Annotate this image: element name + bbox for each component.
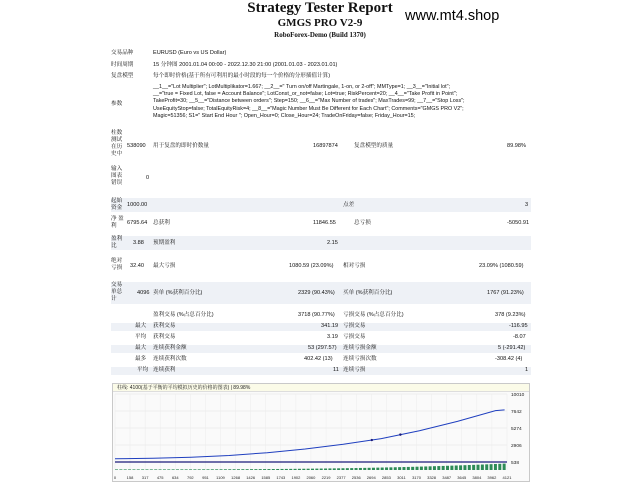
payoff-value: 2.15: [327, 240, 338, 246]
stats-row-bars: [111, 130, 531, 166]
netprofit-label: 净 盈利: [111, 216, 124, 229]
params-line: __1__="Lot Multiplier"; LotMultiplikator=1.667; __2__=" Turn on/off Martingale, 1-on, or 2-off"; MMType=1; __3__="Initial lot";: [153, 84, 451, 90]
volume-bar: [315, 469, 318, 470]
profittrades-label: 盈利交易 (%占总百分比): [153, 312, 214, 318]
params-line: Magic=51356; S1=" Start End Hour "; Open_Hour=0; Close_Hour=24; TradeOnFriday=false; Friday_Hour=15;: [153, 112, 416, 119]
bars-value: 538090: [127, 143, 146, 149]
volume-bar: [298, 469, 301, 470]
volume-bar: [128, 469, 131, 470]
volume-bar: [355, 468, 358, 470]
params-line: UseEquityStop=false; TotalEquityRisk=4; __8__="Magic Number Must Be Different for Each Chart"; Comments="GMGS PRO V2";: [153, 105, 464, 112]
reldd-value: 23.09% (1080.59): [479, 263, 524, 269]
chart-banner: 柱线: 4100(基于平衡的平均模拟历史的价格的图表) | 89.98%: [113, 384, 529, 392]
volume-bar: [163, 469, 166, 470]
volume-bar: [132, 469, 135, 470]
avg-profit-value: 3.19: [327, 334, 338, 340]
losstrades-value: 378 (9.23%): [495, 312, 526, 318]
bars-label: 柱数 测试 在历 史中: [111, 130, 123, 157]
volume-bar: [320, 469, 323, 470]
stats-row-most: [111, 356, 531, 364]
avg-consec-wins-value: 11: [333, 367, 339, 373]
x-tick-label: 3011: [397, 475, 406, 480]
losstrades-label: 亏损交易 (%占总百分比): [343, 312, 404, 318]
volume-bar: [402, 467, 405, 470]
x-tick-label: 3328: [427, 475, 437, 480]
volume-bar: [455, 465, 458, 470]
volume-bar: [302, 469, 305, 470]
volume-bar: [176, 469, 179, 470]
volume-bar: [437, 466, 440, 470]
consec-wins-label: 连续获利金额: [153, 345, 187, 351]
volume-bar: [433, 466, 436, 470]
volume-bar: [385, 467, 388, 470]
stats-row-trades: [111, 282, 531, 304]
params-line: __="true = Fixed Lot, false = Account Balance"; LotConst_or_not=false; Lot=true; RiskPercent=20; __4__="Take Profit in Point";: [153, 91, 458, 98]
volume-bar: [333, 468, 336, 470]
stats-row-largest: [111, 323, 531, 331]
volume-bar: [446, 466, 449, 470]
spread-label: 点差: [343, 202, 355, 208]
volume-bar: [193, 469, 196, 470]
x-tick-label: 1585: [261, 475, 271, 480]
expert-name: GMGS PRO V2-9: [277, 17, 363, 29]
volume-bar: [472, 465, 475, 470]
y-tick-label: 5274: [511, 427, 522, 432]
volume-bar: [341, 468, 344, 470]
x-tick-label: 3804: [472, 475, 482, 480]
max2-label: 最大: [135, 345, 147, 351]
volume-bar: [337, 468, 340, 470]
short-value: 2329 (90.43%): [298, 290, 335, 296]
ticks-label: 用于复盘的即时价数量: [153, 143, 209, 149]
volume-bar: [311, 469, 314, 470]
params-text: [153, 84, 533, 120]
volume-bar: [259, 469, 262, 470]
avg-profit-label: 获利交易: [153, 334, 176, 340]
x-tick-label: 2853: [381, 475, 391, 480]
period-label: 时间周期: [111, 62, 134, 68]
x-tick-label: 158: [126, 475, 134, 480]
x-tick-label: 317: [141, 475, 149, 480]
consec-profit-value: 402.42 (13): [304, 356, 333, 362]
absdd-value: 32.40: [130, 263, 144, 269]
largest-loss-label: 亏损交易: [343, 323, 366, 329]
chart-plot: [113, 384, 529, 481]
x-tick-label: 2060: [306, 475, 316, 480]
errors-label: 输入 图表 错误: [111, 166, 123, 186]
volume-bar: [224, 469, 227, 470]
volume-bar: [381, 468, 384, 470]
volume-bar: [328, 468, 331, 470]
consec-losses-value: 5 (-291.42): [498, 345, 526, 351]
x-tick-label: 2377: [336, 475, 346, 480]
volume-bar: [411, 467, 414, 470]
volume-bar: [285, 469, 288, 470]
reldd-label: 相对亏损: [343, 263, 366, 269]
volume-bar: [145, 469, 148, 470]
trades-label: 交易 单总 计: [111, 282, 123, 302]
volume-bar: [359, 468, 362, 470]
balance-point: [399, 433, 401, 435]
volume-bar: [211, 469, 214, 470]
volume-bar: [124, 469, 127, 470]
avg-label: 平均: [135, 334, 147, 340]
stats-row-consec: [111, 345, 531, 353]
volume-bar: [137, 469, 140, 470]
x-tick-label: 1109: [216, 475, 225, 480]
short-label: 卖单 (%获利百分比): [153, 290, 203, 296]
profittrades-value: 3718 (90.77%): [298, 312, 335, 318]
volume-bar: [307, 469, 310, 470]
volume-bar: [389, 467, 392, 470]
volume-bar: [150, 469, 153, 470]
volume-bar: [468, 465, 471, 470]
volume-bar: [503, 464, 506, 470]
volume-bar: [363, 468, 366, 470]
payoff-label: 预期盈利: [153, 240, 176, 246]
volume-bar: [246, 469, 249, 470]
y-tick-label: 2906: [511, 444, 522, 449]
model-value: 每个即时价格(基于所有可利用的最小时段的每一个价格的分形插值计算): [153, 73, 331, 79]
volume-bar: [398, 467, 401, 470]
maxdd-label: 最大亏损: [153, 263, 176, 269]
volume-bar: [424, 466, 427, 470]
volume-bar: [185, 469, 188, 470]
volume-bar: [254, 469, 257, 470]
avg-consec-wins-label: 连续获利: [153, 367, 176, 373]
volume-bar: [115, 469, 118, 470]
volume-bar: [372, 468, 375, 470]
avg2-label: 平均: [137, 367, 149, 373]
x-tick-label: 1426: [246, 475, 256, 480]
trades-value: 4096: [137, 290, 150, 296]
maxdd-value: 1080.59 (23.09%): [289, 263, 334, 269]
pf-value: 3.88: [133, 240, 144, 246]
volume-bar: [250, 469, 253, 470]
x-tick-label: 1902: [291, 475, 301, 480]
grossloss-label: 总亏损: [354, 220, 371, 226]
volume-bar: [220, 469, 223, 470]
volume-bar: [215, 469, 218, 470]
volume-bar: [494, 464, 497, 470]
most-label: 最多: [135, 356, 147, 362]
volume-bar: [346, 468, 349, 470]
volume-bar: [498, 464, 501, 470]
max-label: 最大: [135, 323, 147, 329]
x-tick-label: 634: [171, 475, 179, 480]
stats-row-avgconsec: [111, 367, 531, 375]
volume-bar: [477, 465, 480, 470]
volume-bar: [267, 469, 270, 470]
volume-bar: [167, 469, 170, 470]
model-label: 复盘模型: [111, 73, 134, 79]
volume-bar: [237, 469, 240, 470]
volume-bar: [241, 469, 244, 470]
volume-bar: [442, 466, 445, 470]
balance-line: [115, 410, 505, 459]
volume-bar: [463, 465, 466, 470]
consec-loss-label: 连续亏损次数: [343, 356, 377, 362]
netprofit-value: 6795.64: [127, 220, 148, 226]
volume-bar: [276, 469, 279, 470]
params-label: 参数: [111, 101, 123, 107]
volume-bar: [272, 469, 275, 470]
volume-bar: [228, 469, 231, 470]
errors-value: 0: [146, 175, 150, 181]
volume-bar: [394, 467, 397, 470]
volume-bar: [159, 469, 162, 470]
stats-row-drawdown: [111, 258, 531, 274]
deposit-value: 1000.00: [127, 202, 148, 208]
consec-loss-value: -308.42 (4): [495, 356, 523, 362]
server-build: RoboForex-Demo (Build 1370): [274, 31, 366, 39]
volume-bar: [429, 466, 432, 470]
consec-losses-label: 连续亏损金额: [343, 345, 377, 351]
avg-loss-label: 亏损交易: [343, 334, 366, 340]
avg-consec-losses-value: 1: [525, 367, 529, 373]
x-tick-label: 3487: [442, 475, 452, 480]
x-tick-label: 2536: [351, 475, 361, 480]
x-tick-label: 792: [186, 475, 194, 480]
grossprofit-value: 11846.55: [313, 220, 336, 226]
volume-bar: [459, 465, 462, 470]
grossloss-value: -5050.91: [507, 220, 530, 226]
volume-bar: [481, 465, 484, 470]
volume-bar: [281, 469, 284, 470]
volume-bar: [289, 469, 292, 470]
consec-profit-label: 连续获利次数: [153, 356, 187, 362]
stats-row-profittrades: [111, 312, 531, 320]
volume-bar: [141, 469, 144, 470]
deposit-label: 起始 资金: [111, 198, 123, 211]
params-line: TakeProfit=30; __5__="Distance between orders"; Step=150; __6__="Max Number of trades"; MaxTrades=99; __7__="Stop Loss";: [153, 98, 465, 105]
grossprofit-label: 总获利: [153, 220, 170, 226]
stats-row-deposit: [111, 198, 531, 212]
volume-bar: [198, 469, 201, 470]
volume-bar: [206, 469, 209, 470]
quality-value: 89.98%: [507, 143, 526, 149]
y-tick-label: 538: [511, 461, 520, 466]
y-tick-label: 7642: [511, 410, 522, 415]
watermark-text: www.mt4.shop: [405, 8, 500, 24]
volume-bar: [490, 464, 493, 470]
volume-bar: [119, 469, 122, 470]
long-value: 1767 (91.23%): [487, 290, 524, 296]
volume-bar: [420, 467, 423, 470]
x-tick-label: 2219: [321, 475, 331, 480]
largest-profit-label: 获利交易: [153, 323, 176, 329]
stats-row-netprofit: [111, 216, 531, 230]
symbol-value: EURUSD (Euro vs US Dollar): [153, 50, 227, 56]
volume-bar: [180, 469, 183, 470]
volume-bar: [450, 466, 453, 470]
volume-bar: [202, 469, 205, 470]
spread-value: 3: [525, 202, 529, 208]
absdd-label: 绝对 亏损: [111, 258, 123, 271]
largest-profit-value: 341.19: [321, 323, 339, 329]
long-label: 买单 (%获利百分比): [343, 290, 393, 296]
stats-row-pf: [111, 236, 531, 250]
x-tick-label: 1268: [231, 475, 241, 480]
x-tick-label: 951: [202, 475, 209, 480]
x-tick-label: 3170: [412, 475, 421, 480]
consec-wins-value: 53 (297.57): [308, 345, 337, 351]
volume-bar: [350, 468, 353, 470]
volume-bar: [376, 468, 379, 470]
symbol-label: 交易品种: [111, 50, 134, 56]
volume-bar: [263, 469, 266, 470]
stats-row-average: [111, 334, 531, 342]
x-tick-label: 2694: [366, 475, 376, 480]
balance-chart: [112, 383, 530, 482]
avg-consec-losses-label: 连续亏损: [343, 367, 366, 373]
volume-bar: [485, 464, 488, 470]
x-tick-label: 4121: [502, 475, 512, 480]
pf-label: 盈利 比: [111, 236, 123, 249]
volume-bar: [233, 469, 236, 470]
largest-loss-value: -116.95: [509, 323, 528, 329]
volume-bar: [172, 469, 175, 470]
volume-bar: [407, 467, 410, 470]
balance-point: [371, 439, 373, 441]
volume-bar: [189, 469, 192, 470]
period-value: 15 分钟图 2001.01.04 00:00 - 2022.12.30 21:00 (2001.01.03 - 2023.01.01): [153, 62, 338, 68]
avg-loss-value: -8.07: [513, 334, 526, 340]
volume-bar: [324, 468, 327, 470]
volume-bar: [154, 469, 157, 470]
stats-row-errors: [111, 166, 531, 194]
x-tick-label: 3645: [457, 475, 467, 480]
volume-bar: [416, 467, 419, 470]
x-tick-label: 475: [156, 475, 164, 480]
x-tick-label: 1743: [276, 475, 286, 480]
y-tick-label: 10010: [511, 393, 525, 398]
volume-bar: [368, 468, 371, 470]
quality-label: 复盘模型的质量: [354, 143, 394, 149]
x-tick-label: 3962: [487, 475, 497, 480]
x-tick-label: 0: [113, 475, 117, 480]
volume-bar: [294, 469, 297, 470]
ticks-value: 16897874: [313, 143, 338, 149]
report-title: Strategy Tester Report: [247, 0, 393, 16]
